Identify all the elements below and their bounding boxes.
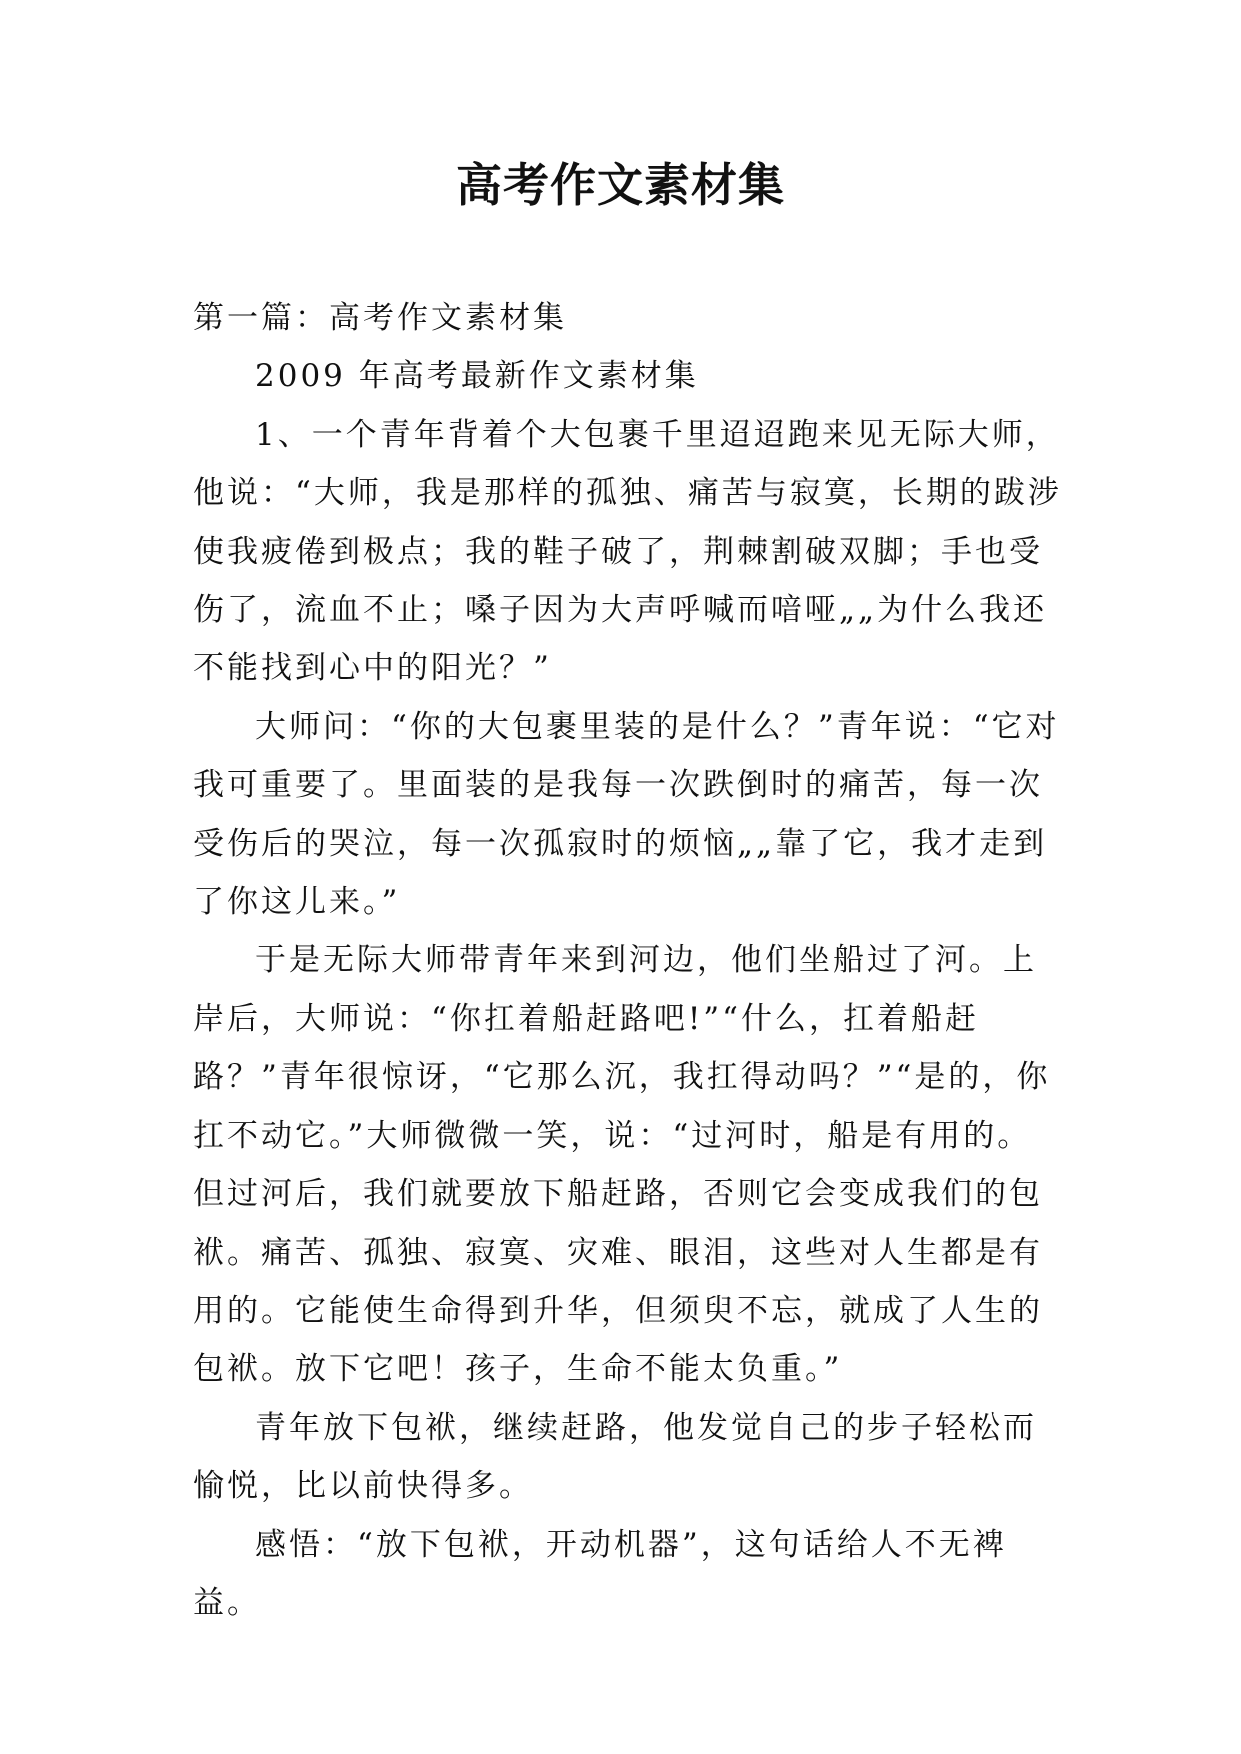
paragraph: 于是无际大师带青年来到河边，他们坐船过了河。上岸后，大师说：“你扛着船赶路吧!”“什么，扛着船赶路？”青年很惊讶，“它那么沉，我扛得动吗？”“是的，你扛不动它。”大师微微一笑，说：“过河时，船是有用的。但过河后，我们就要放下船赶路，否则它会变成我们的包袱。痛苦、孤独、寂寞、灾难、眼泪，这些对人生都是有用的。它能使生命得到升华，但须臾不忘，就成了人生的包袱。放下它吧！孩子，生命不能太负重。” bbox=[193, 942, 1051, 1388]
paragraph: 青年放下包袱，继续赶路，他发觉自己的步子轻松而愉悦，比以前快得多。 bbox=[193, 1409, 1037, 1505]
paragraph: 1、一个青年背着个大包裹千里迢迢跑来见无际大师，他说：“大师，我是那样的孤独、痛苦与寂寞，长期的跋涉使我疲倦到极点；我的鞋子破了，荆棘割破双脚；手也受伤了，流血不止；嗓子因为大声呼喊而喑哑„„为什么我还不能找到心中的阳光？” bbox=[193, 416, 1062, 687]
paragraph: 大师问：“你的大包裹里装的是什么？”青年说：“它对我可重要了。里面装的是我每一次跌倒时的痛苦，每一次受伤后的哭泣，每一次孤寂时的烦恼„„靠了它，我才走到了你这儿来。” bbox=[193, 708, 1060, 921]
paragraph: 感悟：“放下包袱，开动机器”，这句话给人不无裨益。 bbox=[193, 1526, 1007, 1621]
paragraph: 第一篇：高考作文素材集 bbox=[193, 300, 567, 336]
paragraph: 2009 年高考最新作文素材集 bbox=[255, 358, 699, 395]
document-title: 高考作文素材集 bbox=[456, 158, 785, 212]
document-body bbox=[193, 289, 1063, 1632]
